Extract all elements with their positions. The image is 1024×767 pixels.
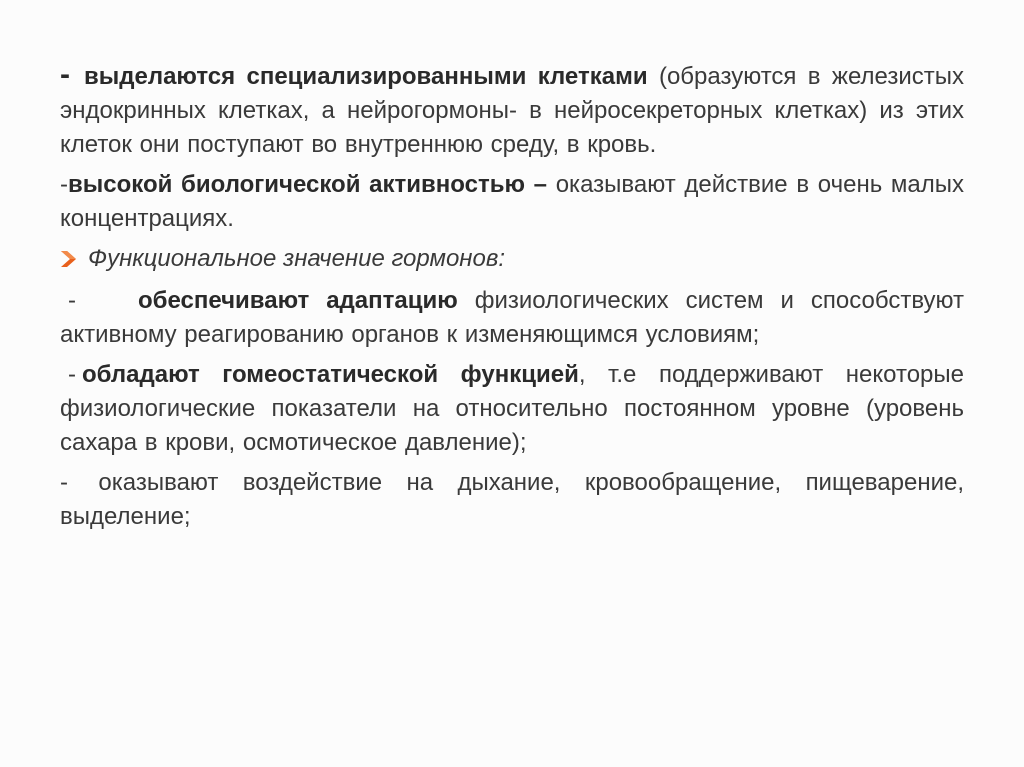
dash-marker: - <box>68 361 76 388</box>
bold-term: выделаются специализированными клетками <box>84 63 648 90</box>
section-heading <box>60 242 964 276</box>
dash-marker: - <box>68 287 76 314</box>
dash-marker: - <box>60 469 68 496</box>
function-systems <box>60 466 964 534</box>
paragraph-text: оказывают воздействие на дыхание, кровообращение, пищеварение, выделение; <box>60 469 964 530</box>
paragraph-text: , т.е поддерживают некоторые физиологические показатели на относительно постоянном уровне (уровень сахара в крови, осмотическое давление); <box>60 361 964 456</box>
paragraph-text: (образуются в железистых эндокринных клетках, а нейрогормоны- в нейросекреторных клетках) из этих клеток они поступают во внутреннюю среду, в кровь. <box>60 63 964 158</box>
slide-content <box>60 58 964 540</box>
function-adaptation <box>60 284 964 352</box>
bold-term: высокой биологической активностью – <box>68 171 548 198</box>
paragraph-text: оказывают действие в очень малых концентрациях. <box>60 171 965 232</box>
bold-term: обеспечивают адаптацию <box>138 287 458 314</box>
function-homeostasis <box>60 358 964 460</box>
paragraph-activity <box>60 168 964 236</box>
section-heading-text: Функциональное значение гормонов: <box>88 245 506 272</box>
orange-arrow-bullet-icon <box>60 249 78 269</box>
dash-marker: - <box>60 171 68 198</box>
bold-term: обладают гомеостатической функцией <box>82 361 579 388</box>
paragraph-text: физиологических систем и способствуют активному реагированию органов к изменяющимся условиям; <box>60 287 965 348</box>
paragraph-secretion <box>60 58 964 162</box>
dash-marker: - <box>60 58 70 91</box>
